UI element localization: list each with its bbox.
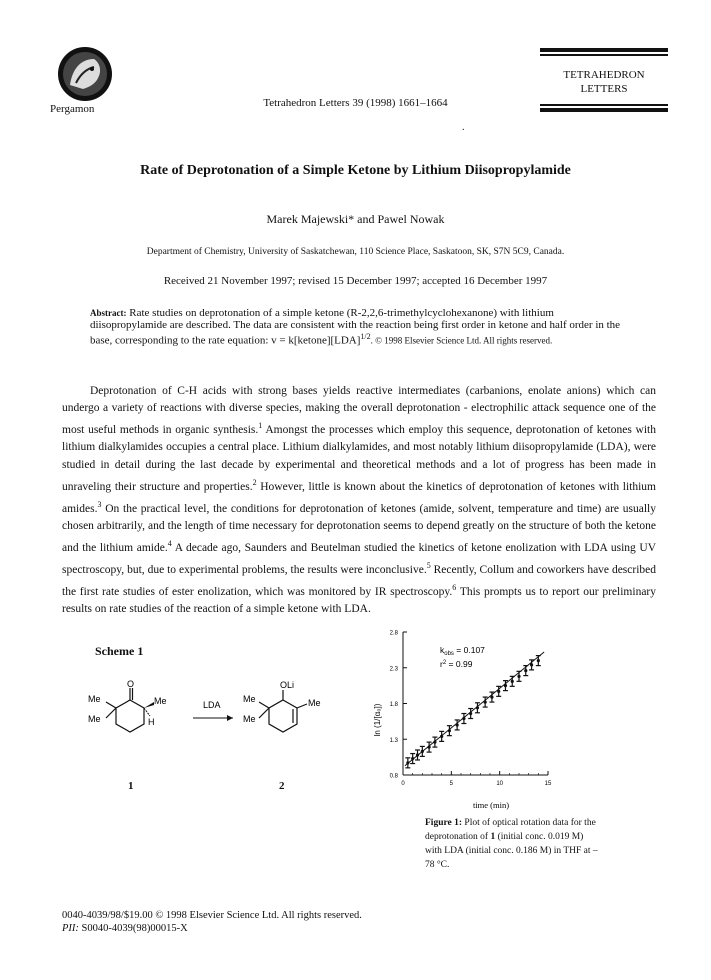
methyl-label: Me xyxy=(88,714,101,724)
reaction-scheme xyxy=(88,680,358,780)
data-point xyxy=(420,746,425,756)
point-marker xyxy=(517,675,520,678)
caption-text: Plot of optical rotation data for the xyxy=(462,818,596,828)
point-marker xyxy=(416,753,419,756)
body-sentence: Deprotonation of C-H acids with strong bases yields reactive intermediates (carbanions, enolate anions) which can undergo a variety of reactions with diverse species, making the overall deprotonation - electrophilic attack sequence one of the most useful methods in organic synthesis. xyxy=(62,385,656,437)
abstract-exponent: 1/2 xyxy=(360,332,371,341)
point-marker xyxy=(497,690,500,693)
kobs-subscript: obs xyxy=(444,651,454,657)
y-tick-label: 1.3 xyxy=(389,737,398,744)
methyl-label: Me xyxy=(88,694,101,704)
pii-value: S0040-4039(98)00015-X xyxy=(78,923,188,934)
y-tick-label: 2.3 xyxy=(389,666,398,673)
reference-mark: 3 xyxy=(97,499,102,509)
journal-name-line1: TETRAHEDRON xyxy=(563,69,645,81)
y-axis-label: ln (1/[α₀]) xyxy=(373,703,382,737)
point-marker xyxy=(469,712,472,715)
point-marker xyxy=(433,741,436,744)
journal-name-line2: LETTERS xyxy=(580,83,628,95)
footer-copyright: 0040-4039/98/$19.00 © 1998 Elsevier Science Ltd. All rights reserved. xyxy=(62,910,362,921)
caption-text: deprotonation of xyxy=(425,832,491,842)
figure-caption xyxy=(425,816,605,872)
body-sentence: On the practical level, the conditions for deprotonation of ketones (amide, solvent, temperature and time) are usually chosen arbitrarily, and the length of time necessary for deprotonation seems to depend greatly on the structure of both the ketone and the lithium amide. xyxy=(62,502,656,554)
oxygen-label: O xyxy=(127,680,135,689)
y-tick-label: 0.8 xyxy=(389,773,398,780)
rate-plot xyxy=(358,620,618,815)
methyl-label: Me xyxy=(243,714,256,724)
point-marker xyxy=(476,706,479,709)
article-title: Rate of Deprotonation of a Simple Ketone by Lithium Diisopropylamide xyxy=(140,163,571,178)
publisher-logo xyxy=(50,45,120,103)
caption-compound-ref: 1 xyxy=(490,832,496,842)
y-tick-label: 1.8 xyxy=(389,702,398,708)
reference-mark: 4 xyxy=(167,539,172,549)
reference-mark: 2 xyxy=(252,477,257,487)
point-marker xyxy=(428,746,431,749)
stray-mark: . xyxy=(462,122,465,133)
author-affiliation: Department of Chemistry, University of Saskatchewan, 110 Science Place, Saskatoon, SK, S7N 5C9, Canada. xyxy=(146,247,565,257)
publisher-name: Pergamon xyxy=(50,103,95,115)
abstract-copyright: . © 1998 Elsevier Science Ltd. All rights reserved. xyxy=(370,335,553,346)
kobs-symbol: k xyxy=(440,645,445,655)
chart-marks xyxy=(405,652,544,768)
caption-label: Figure 1: xyxy=(425,818,463,828)
fit-line xyxy=(405,652,544,766)
methyl-label: Me xyxy=(243,694,256,704)
reference-mark: 6 xyxy=(452,583,457,593)
journal-citation: Tetrahedron Letters 39 (1998) 1661–1664 xyxy=(263,97,448,109)
data-point xyxy=(405,758,410,768)
scheme-title: Scheme 1 xyxy=(95,644,144,658)
compound-2-number: 2 xyxy=(279,780,285,792)
body-sentence: A decade ago, Saunders and Beutelman studied the kinetics of ketone enolization with LDA using UV spectroscopy, but, due to experimental problems, the results were inconclusive. xyxy=(62,541,656,576)
kobs-annotation xyxy=(440,645,485,657)
compound-1-structure xyxy=(88,680,167,732)
masthead-rule xyxy=(540,48,668,52)
received-dates: Received 21 November 1997; revised 15 December 1997; accepted 16 December 1997 xyxy=(163,275,548,287)
r2-annotation xyxy=(440,659,473,669)
caption-text: with LDA (initial conc. 0.186 M) in THF at –78 °C. xyxy=(425,846,598,870)
masthead-rule xyxy=(540,108,668,112)
article-authors: Marek Majewski* and Pawel Nowak xyxy=(266,212,445,226)
reference-mark: 1 xyxy=(258,421,263,431)
data-point xyxy=(523,666,528,676)
pii-label: PII: xyxy=(62,923,79,934)
body-sentence: Recently, Collum and coworkers have described the first rate studies of ester enolization, which was monitored by IR spectroscopy. xyxy=(62,563,657,598)
data-point xyxy=(415,750,420,760)
methyl-label: Me xyxy=(154,696,167,706)
y-tick-label: 2.8 xyxy=(389,630,398,637)
point-marker xyxy=(524,669,527,672)
data-point xyxy=(517,671,522,681)
abstract-text: Rate studies on deprotonation of a simple ketone (R-2,2,6-trimethylcyclohexanone) with lithium diisopropylamide are described. The data are consistent with the reaction being first order in ketone and half order in the base, corresponding to the rate equation: v = k[ketone][LDA] xyxy=(90,307,621,347)
point-marker xyxy=(484,700,487,703)
point-marker xyxy=(456,723,459,726)
x-tick-label: 0 xyxy=(401,781,405,787)
x-tick-label: 15 xyxy=(544,781,552,787)
point-marker xyxy=(537,659,540,662)
abstract xyxy=(90,307,625,347)
body-sentence: Amongst the processes which employ this sequence, deprotonation of ketones with lithium dialkylamides occupies a central place. Lithium dialkylamides, and most notably lithium diisopropylamide (LDA), were studied in detail during the last decade by experimental and theoretical methods and a lot of progress has been made in unraveling their structure and properties. xyxy=(62,424,656,493)
oli-label: OLi xyxy=(280,680,295,690)
point-marker xyxy=(411,757,414,760)
hydrogen-label: H xyxy=(148,717,155,727)
r2-symbol: r xyxy=(440,659,443,669)
compound-1-number: 1 xyxy=(128,780,134,792)
point-marker xyxy=(462,717,465,720)
reference-mark: 5 xyxy=(426,561,431,571)
r2-superscript: 2 xyxy=(442,660,447,666)
reagent-label: LDA xyxy=(203,700,221,710)
masthead-rule xyxy=(540,104,668,106)
compound-2-structure xyxy=(243,680,321,732)
data-point xyxy=(439,731,444,741)
masthead-rule xyxy=(540,54,668,56)
journal-masthead xyxy=(540,48,668,114)
r2-value: = 0.99 xyxy=(446,659,473,669)
data-point xyxy=(510,676,515,686)
point-marker xyxy=(448,729,451,732)
journal-name xyxy=(540,68,668,96)
data-point xyxy=(536,656,541,666)
methyl-label: Me xyxy=(308,698,321,708)
x-tick-label: 10 xyxy=(496,781,504,787)
point-marker xyxy=(530,663,533,666)
kobs-value: = 0.107 xyxy=(453,645,485,655)
body-sentence: However, little is known about the kinetics of deprotonation of ketones with lithium amides. xyxy=(62,480,656,515)
body-paragraph xyxy=(62,383,656,618)
point-marker xyxy=(490,695,493,698)
point-marker xyxy=(504,684,507,687)
abstract-label: Abstract: xyxy=(90,308,127,318)
body-sentence: This prompts us to report our preliminary results on rate studies of the reaction of a simple ketone with LDA. xyxy=(62,586,656,616)
point-marker xyxy=(406,761,409,764)
caption-text: (initial conc. 0.019 M) xyxy=(495,832,584,842)
x-tick-label: 5 xyxy=(449,781,454,787)
point-marker xyxy=(440,735,443,738)
point-marker xyxy=(511,680,514,683)
point-marker xyxy=(421,750,424,753)
x-axis-label: time (min) xyxy=(472,800,510,810)
page-footer xyxy=(62,909,362,935)
